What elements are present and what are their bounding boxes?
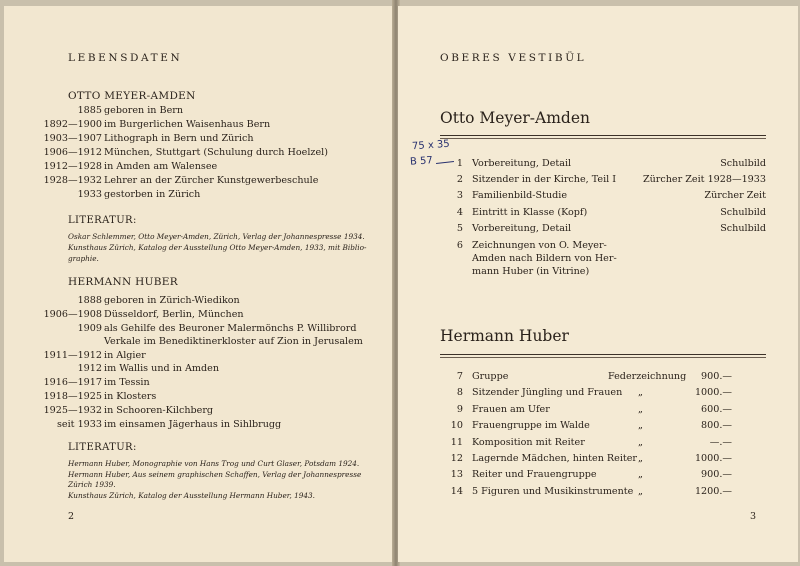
running-head-left: LEBENSDATEN (68, 52, 183, 64)
bio-year: 1885 (77, 105, 102, 116)
catalogue-title: mann Huber (in Vitrine) (472, 266, 590, 277)
bio-year: 1892—1900 (43, 119, 102, 130)
catalogue-title: Sitzender Jüngling und Frauen (472, 387, 623, 398)
catalogue-title: Sitzender in der Kirche, Teil I (472, 174, 617, 185)
catalogue-title: Frauen am Ufer (472, 404, 550, 415)
bio-text: Lehrer an der Zürcher Kunstgewerbeschule (104, 175, 319, 186)
catalogue-technique: „ (638, 437, 643, 448)
literature-heading: LITERATUR: (68, 442, 137, 453)
catalogue-title: Vorbereitung, Detail (472, 158, 572, 169)
section-title-meyer-amden: Otto Meyer-Amden (440, 109, 591, 127)
bio-text: geboren in Bern (104, 105, 184, 116)
catalogue-number: 1 (456, 158, 463, 169)
bio-year: 1928—1932 (43, 175, 102, 186)
catalogue-title: Lagernde Mädchen, hinten Reiter (472, 453, 638, 464)
catalogue-price: —.— (709, 437, 732, 448)
catalogue-title: Eintritt in Klasse (Kopf) (472, 207, 588, 218)
catalogue-price: 800.— (701, 420, 732, 431)
catalogue-title: 5 Figuren und Musikinstrumente (472, 486, 634, 497)
bio-year: 1933 (77, 189, 102, 200)
catalogue-number: 13 (450, 469, 463, 480)
bio-year: 1918—1925 (43, 391, 102, 402)
literature-entry: Hermann Huber, Monographie von Hans Trog und Curt Glaser, Potsdam 1924. (68, 459, 360, 468)
bio-text: in Klosters (104, 391, 157, 402)
catalogue-technique: Federzeichnung (608, 371, 687, 382)
catalogue-owner: Schulbild (720, 223, 766, 234)
catalogue-number: 14 (450, 486, 463, 497)
catalogue-owner: Zürcher Zeit (704, 190, 766, 201)
bio-text: im einsamen Jägerhaus in Sihlbrugg (104, 419, 282, 430)
literature-entry: Kunsthaus Zürich, Katalog der Ausstellung Hermann Huber, 1943. (68, 491, 315, 500)
handwritten-note-number: B 57 (409, 155, 434, 168)
catalogue-number: 7 (456, 371, 463, 382)
catalogue-owner: Schulbild (720, 207, 766, 218)
catalogue-number: 4 (456, 207, 463, 218)
catalogue-technique: „ (638, 486, 643, 497)
bio-text: in Algier (104, 350, 146, 361)
catalogue-title: Gruppe (472, 371, 509, 382)
bio-text: im Tessin (104, 377, 150, 388)
catalogue-owner: Schulbild (720, 158, 766, 169)
bio-year: 1903—1907 (43, 133, 102, 144)
catalogue-price: 900.— (701, 371, 732, 382)
catalogue-technique: „ (638, 453, 643, 464)
catalogue-title: Reiter und Frauengruppe (472, 469, 597, 480)
literature-entry: Kunsthaus Zürich, Katalog der Ausstellung Otto Meyer-Amden, 1933, mit Biblio- (68, 243, 367, 252)
literature-entry: Oskar Schlemmer, Otto Meyer-Amden, Zürich, Verlag der Johannespresse 1934. (68, 232, 365, 241)
person-name-meyer-amden: OTTO MEYER-AMDEN (68, 90, 196, 102)
catalogue-title: Komposition mit Reiter (472, 437, 585, 448)
bio-text: Verkale im Benediktinerkloster auf Zion in Jerusalem (104, 336, 363, 347)
catalogue-price: 900.— (701, 469, 732, 480)
bio-text: geboren in Zürich-Wiedikon (104, 295, 240, 306)
bio-year: 1916—1917 (43, 377, 102, 388)
bio-year: 1911—1912 (43, 350, 102, 361)
page-number-left: 2 (68, 511, 75, 522)
bio-text: Lithograph in Bern und Zürich (104, 133, 254, 144)
catalogue-title: Amden nach Bildern von Her- (472, 253, 617, 264)
person-name-huber: HERMANN HUBER (68, 276, 178, 288)
bio-year: 1906—1908 (43, 309, 102, 320)
literature-entry: Zürich 1939. (68, 480, 116, 489)
catalogue-technique: „ (638, 420, 643, 431)
bio-year: 1909 (77, 323, 102, 334)
catalogue-title: Zeichnungen von O. Meyer- (472, 240, 607, 251)
bio-year: 1925—1932 (43, 405, 102, 416)
section-title-huber: Hermann Huber (440, 327, 569, 345)
catalogue-number: 3 (456, 190, 463, 201)
bio-year: seit 1933 (57, 419, 102, 430)
bio-text: gestorben in Zürich (104, 189, 201, 200)
handwritten-note-dimensions: 75 x 35 (411, 138, 451, 153)
right-page (398, 6, 798, 562)
catalogue-title: Familienbild-Studie (472, 190, 568, 201)
bio-text: im Wallis und in Amden (104, 363, 220, 374)
catalogue-number: 12 (450, 453, 463, 464)
catalogue-number: 10 (450, 420, 463, 431)
catalogue-number: 5 (456, 223, 463, 234)
bio-text: in Amden am Walensee (104, 161, 218, 172)
catalogue-technique: „ (638, 404, 643, 415)
catalogue-number: 8 (456, 387, 463, 398)
catalogue-title: Vorbereitung, Detail (472, 223, 572, 234)
running-head-right: OBERES VESTIBÜL (440, 52, 587, 64)
catalogue-technique: „ (638, 469, 643, 480)
catalogue-number: 6 (456, 240, 463, 251)
left-page (4, 6, 394, 562)
catalogue-price: 1200.— (694, 486, 732, 497)
catalogue-technique: „ (638, 387, 643, 398)
bio-year: 1906—1912 (43, 147, 102, 158)
bio-text: als Gehilfe des Beuroner Malermönchs P. Willibrord (104, 323, 357, 334)
literature-heading: LITERATUR: (68, 215, 137, 226)
bio-year: 1888 (77, 295, 102, 306)
bio-year: 1912—1928 (43, 161, 102, 172)
bio-text: in Schooren-Kilchberg (104, 405, 214, 416)
page-number-right: 3 (749, 511, 756, 522)
handwritten-dash (436, 161, 454, 164)
literature-entry: Hermann Huber, Aus seinem graphischen Schaffen, Verlag der Johannespresse (68, 470, 362, 479)
section-rule (440, 357, 766, 358)
bio-text: im Burgerlichen Waisenhaus Bern (104, 119, 271, 130)
bio-text: München, Stuttgart (Schulung durch Hoelzel) (104, 147, 328, 158)
catalogue-number: 11 (450, 437, 463, 448)
catalogue-price: 1000.— (694, 453, 732, 464)
section-rule (440, 354, 766, 355)
section-rule (440, 135, 766, 136)
catalogue-price: 600.— (701, 404, 732, 415)
catalogue-number: 9 (456, 404, 463, 415)
catalogue-number: 2 (456, 174, 463, 185)
literature-entry: graphie. (68, 254, 99, 263)
catalogue-price: 1000.— (694, 387, 732, 398)
section-rule (440, 138, 766, 139)
bio-text: Düsseldorf, Berlin, München (104, 309, 244, 320)
catalogue-title: Frauengruppe im Walde (472, 420, 590, 431)
catalogue-note: Zürcher Zeit 1928—1933 (642, 174, 766, 185)
bio-year: 1912 (77, 363, 102, 374)
